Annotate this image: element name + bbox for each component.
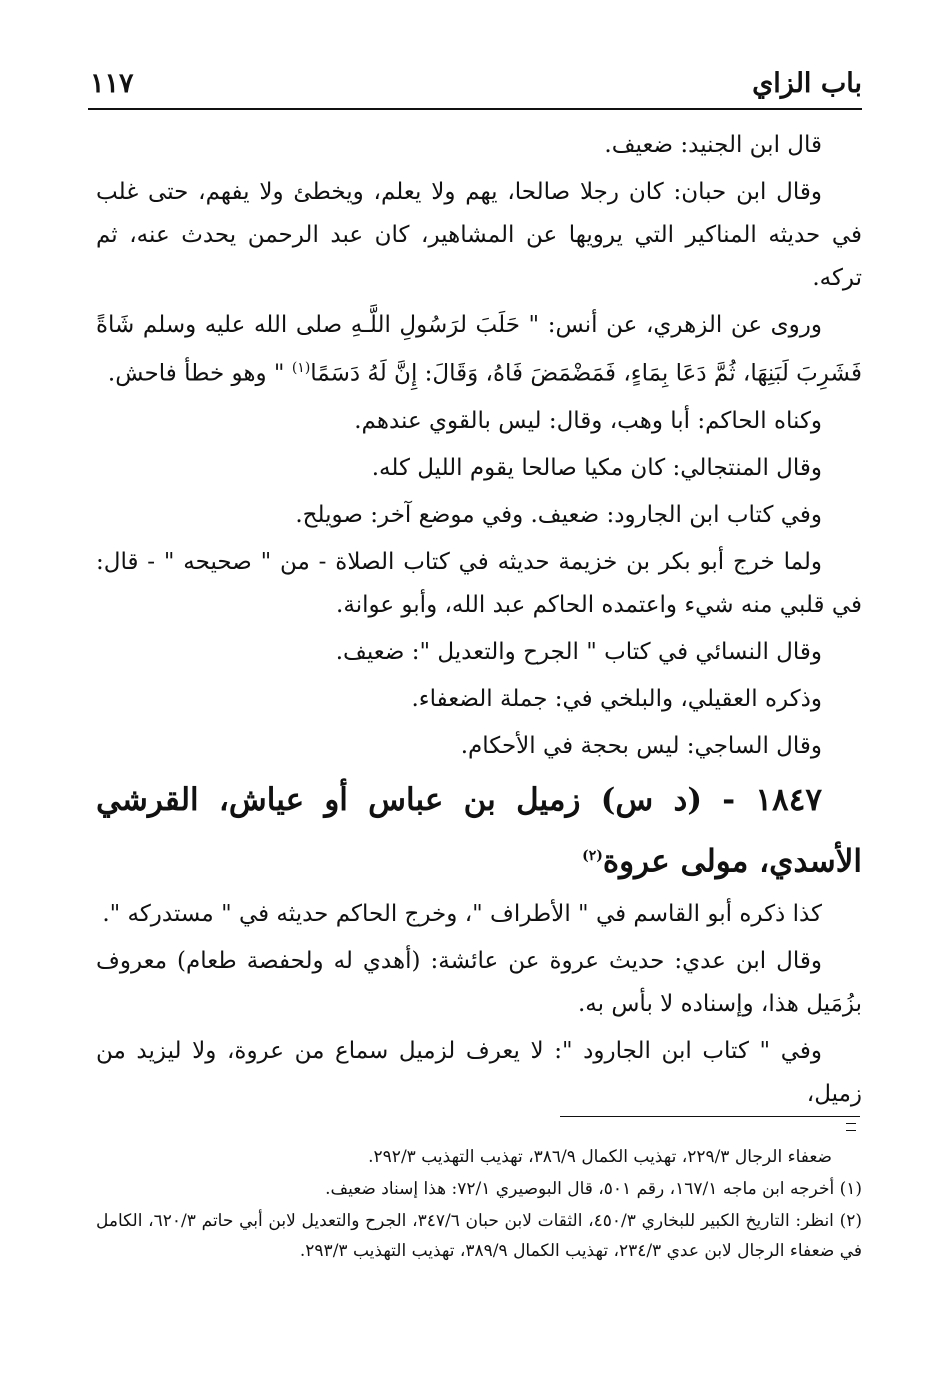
hadith-text: وروى عن الزهري، عن أنس: " حَلَبَ لرَسُولِ اللَّـهِ صلى الله عليه وسلم شَاةً فَشَرِبَ لَبَنِهَا، ثُمَّ دَعَا بِمَاءٍ، فَمَضْمَضَ فَاهُ، وَقَالَ: إِنَّ لَهُ دَسَمًا [96, 312, 862, 387]
paragraph: وقال الساجي: ليس بحجة في الأحكام. [460, 732, 822, 759]
paragraph: ولما خرج أبو بكر بن خزيمة حديثه في كتاب الصلاة - من " صحيحه " - قال: في قلبي منه شيء واعتمده الحاكم عبد الله، وأبو عوانة. [96, 548, 862, 618]
header-rule [88, 108, 862, 110]
hadith-comment: " وهو خطأ فاحش. [107, 360, 285, 387]
paragraph: وفي " كتاب ابن الجارود ": لا يعرف لزميل سماع من عروة، ولا ليزيد من زميل، [96, 1037, 862, 1107]
footnote-ref-1: (١) [291, 360, 311, 376]
continuation-mark [846, 1123, 856, 1131]
paragraph: وقال النسائي في كتاب " الجرح والتعديل ": ضعيف. [335, 638, 822, 665]
paragraph: وقال ابن حبان: كان رجلا صالحا، يهم ولا يعلم، ويخطئ ولا يفهم، حتى غلب في حديثه المناكير التي يرويها عن المشاهير، كان عبد الرحمن يحدث عنه، ثم تركه. [96, 179, 862, 291]
footnote-continuation: ضعفاء الرجال ٢٢٩/٣، تهذيب الكمال ٣٨٦/٩، تهذيب التهذيب ٢٩٢/٣. [368, 1147, 832, 1167]
paragraph: وقال المنتجالي: كان مكيا صالحا يقوم الليل كله. [371, 454, 822, 481]
paragraph: وقال ابن عدي: حديث عروة عن عائشة: (أهدي له ولحفصة طعام) معروف بزُمَيل هذا، وإسناده لا بأس به. [96, 947, 862, 1017]
page-number: ١١٧ [90, 68, 134, 99]
entry-heading [96, 772, 862, 889]
entry-title: ١٨٤٧ - (د س) زميل بن عباس أو عياش، القرشي الأسدي، مولى عروة [96, 781, 862, 879]
paragraph: وفي كتاب ابن الجارود: ضعيف. وفي موضع آخر: صويلح. [295, 501, 822, 528]
chapter-title: باب الزاي [752, 68, 862, 99]
paragraph: وذكره العقيلي، والبلخي في: جملة الضعفاء. [411, 685, 822, 712]
paragraph: قال ابن الجنيد: ضعيف. [604, 132, 822, 158]
footnote-1: (١) أخرجه ابن ماجه ١٦٧/١، رقم ٥٠١، قال البوصيري ٧٢/١: هذا إسناد ضعيف. [325, 1179, 862, 1199]
footnote-separator [560, 1116, 860, 1117]
paragraph: كذا ذكره أبو القاسم في " الأطراف "، وخرج الحاكم حديثه في " مستدركه ". [102, 900, 822, 927]
footnote-ref-2: (٢) [582, 847, 603, 864]
footnote-2: (٢) انظر: التاريخ الكبير للبخاري ٤٥٠/٣، الثقات لابن حبان ٣٤٧/٦، الجرح والتعديل لابن أبي حاتم ٦٢٠/٣، الكامل في ضعفاء الرجال لابن عدي ٢٣٤/٣، تهذيب الكمال ٣٨٩/٩، تهذيب التهذيب ٢٩٣/٣. [96, 1211, 863, 1261]
paragraph-hadith [96, 304, 862, 396]
page-header [90, 58, 862, 110]
main-text [96, 124, 862, 1120]
paragraph: وكناه الحاكم: أبا وهب، وقال: ليس بالقوي عندهم. [354, 407, 822, 434]
footnotes [96, 1142, 862, 1268]
